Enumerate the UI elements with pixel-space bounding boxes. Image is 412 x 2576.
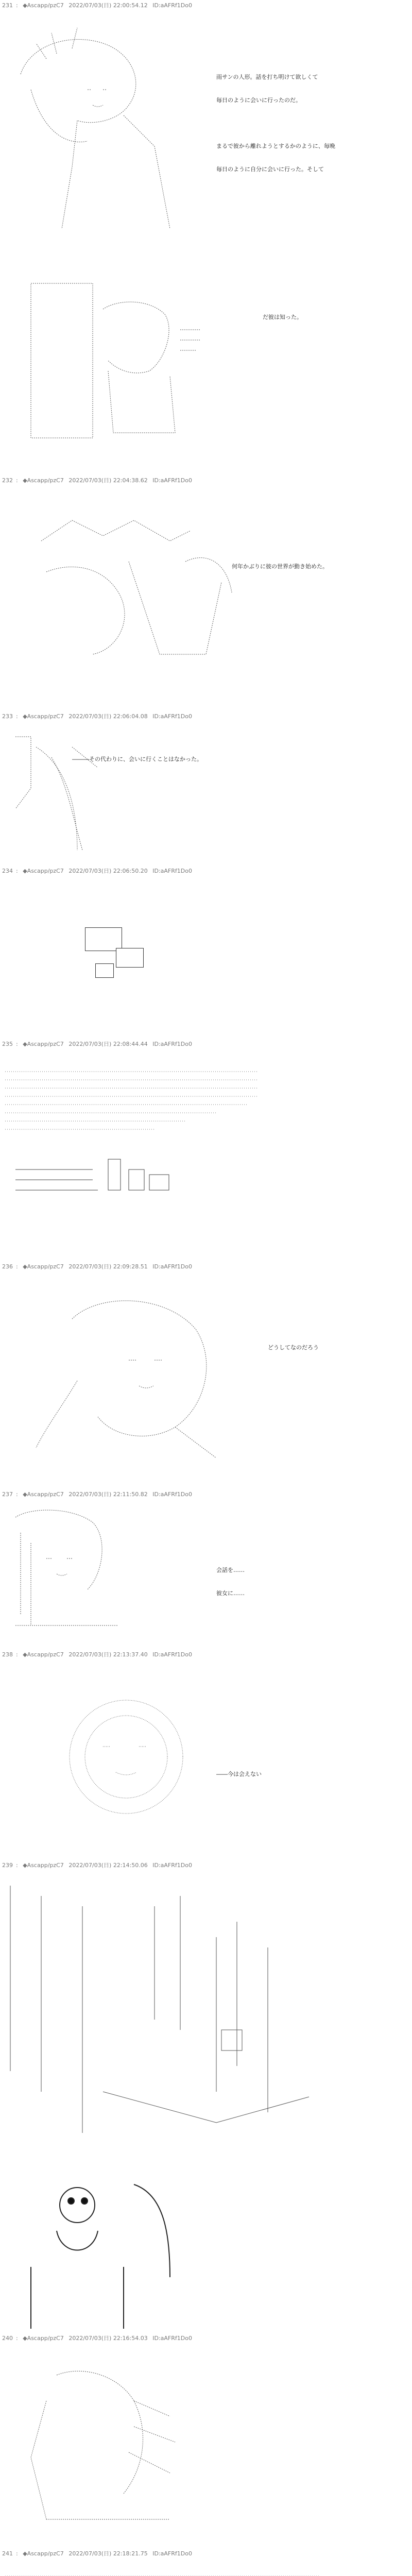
ascii-art [0, 1502, 412, 1656]
post-header: 235 : ◆Ascapp/pzC7 2022/07/03(日) 22:08:44.44 ID:aAFRf1Do0 [2, 1041, 192, 1047]
post-date: 2022/07/03(日) 22:09:28.51 [68, 1263, 148, 1270]
ascii-art [0, 12, 412, 244]
post-date: 2022/07/03(日) 22:06:50.20 [68, 868, 148, 874]
post-date: 2022/07/03(日) 22:16:54.03 [68, 2335, 148, 2342]
post-id: ID:aAFRf1Do0 [152, 1491, 192, 1498]
post-date: 2022/07/03(日) 22:13:37.40 [68, 1651, 148, 1658]
post-id: ID:aAFRf1Do0 [152, 477, 192, 484]
speech-bubble: 会話を…… 彼女に…… [216, 1567, 245, 1597]
post-date: 2022/07/03(日) 22:08:44.44 [68, 1041, 148, 1047]
post-header: 241 : ◆Ascapp/pzC7 2022/07/03(日) 22:18:21.75 ID:aAFRf1Do0 [2, 2550, 192, 2557]
author-name[interactable]: ◆Ascapp/pzC7 [23, 477, 64, 484]
post-id: ID:aAFRf1Do0 [152, 1041, 192, 1047]
speech-bubble: 何年かぶりに彼の世界が動き始めた。 [232, 563, 328, 570]
ascii-art [0, 2561, 412, 2576]
ascii-art [0, 726, 412, 866]
post-id: ID:aAFRf1Do0 [152, 713, 192, 720]
speech-bubble: 雨サンの人形。話を打ち明けて欲しくて 毎日のように会いに行ったのだ。 まるで彼から離れようとするかのように、毎晩 毎日のように自分に会いに行った。そして [216, 74, 335, 173]
speech-bubble: だ彼は知った。 [263, 314, 302, 320]
speech-bubble: ―――その代わりに、会いに行くことはなかった。 [72, 756, 202, 762]
post-date: 2022/07/03(日) 22:04:38.62 [68, 477, 148, 484]
panel-box [116, 948, 144, 968]
ascii-art [0, 489, 412, 706]
post-date: 2022/07/03(日) 22:14:50.06 [68, 1862, 148, 1869]
author-name[interactable]: ◆Ascapp/pzC7 [23, 2335, 64, 2342]
post-id: ID:aAFRf1Do0 [152, 2550, 192, 2557]
author-name[interactable]: ◆Ascapp/pzC7 [23, 2, 64, 9]
post-header: 233 : ◆Ascapp/pzC7 2022/07/03(日) 22:06:04.08 ID:aAFRf1Do0 [2, 713, 192, 720]
post-header: 232 : ◆Ascapp/pzC7 2022/07/03(日) 22:04:38.62 ID:aAFRf1Do0 [2, 477, 192, 484]
ascii-art [0, 2354, 412, 2545]
author-name[interactable]: ◆Ascapp/pzC7 [23, 1651, 64, 1658]
post-id: ID:aAFRf1Do0 [152, 868, 192, 874]
post-id: ID:aAFRf1Do0 [152, 2335, 192, 2342]
post-id: ID:aAFRf1Do0 [152, 1651, 192, 1658]
post-header: 236 : ◆Ascapp/pzC7 2022/07/03(日) 22:09:28.51 ID:aAFRf1Do0 [2, 1263, 192, 1270]
author-name[interactable]: ◆Ascapp/pzC7 [23, 1263, 64, 1270]
ascii-art [0, 1061, 412, 1247]
post-id: ID:aAFRf1Do0 [152, 2, 192, 9]
post-id: ID:aAFRf1Do0 [152, 1862, 192, 1869]
post-date: 2022/07/03(日) 22:00:54.12 [68, 2, 148, 9]
post-header: 238 : ◆Ascapp/pzC7 2022/07/03(日) 22:13:37.40 ID:aAFRf1Do0 [2, 1651, 192, 1658]
ascii-art [0, 247, 412, 474]
post-header: 240 : ◆Ascapp/pzC7 2022/07/03(日) 22:16:54.03 ID:aAFRf1Do0 [2, 2335, 192, 2342]
speech-bubble: ――今は会えない [216, 1771, 262, 1777]
ascii-art [0, 1875, 412, 2349]
author-name[interactable]: ◆Ascapp/pzC7 [23, 1491, 64, 1498]
post-header: 231 : ◆Ascapp/pzC7 2022/07/03(日) 22:00:54.12 ID:aAFRf1Do0 [2, 2, 192, 9]
author-name[interactable]: ◆Ascapp/pzC7 [23, 713, 64, 720]
post-date: 2022/07/03(日) 22:11:50.82 [68, 1491, 148, 1498]
ascii-art [0, 1273, 412, 1489]
post-date: 2022/07/03(日) 22:06:04.08 [68, 713, 148, 720]
author-name[interactable]: ◆Ascapp/pzC7 [23, 1041, 64, 1047]
post-header: 234 : ◆Ascapp/pzC7 2022/07/03(日) 22:06:50.20 ID:aAFRf1Do0 [2, 868, 192, 874]
speech-bubble: どうしてなのだろう [268, 1344, 319, 1351]
author-name[interactable]: ◆Ascapp/pzC7 [23, 2550, 64, 2557]
author-name[interactable]: ◆Ascapp/pzC7 [23, 1862, 64, 1869]
post-header: 239 : ◆Ascapp/pzC7 2022/07/03(日) 22:14:50.06 ID:aAFRf1Do0 [2, 1862, 192, 1869]
ascii-art [0, 1664, 412, 1860]
panel-box [95, 963, 114, 978]
post-id: ID:aAFRf1Do0 [152, 1263, 192, 1270]
author-name[interactable]: ◆Ascapp/pzC7 [23, 868, 64, 874]
post-header: 237 : ◆Ascapp/pzC7 2022/07/03(日) 22:11:50.82 ID:aAFRf1Do0 [2, 1491, 192, 1498]
post-date: 2022/07/03(日) 22:18:21.75 [68, 2550, 148, 2557]
